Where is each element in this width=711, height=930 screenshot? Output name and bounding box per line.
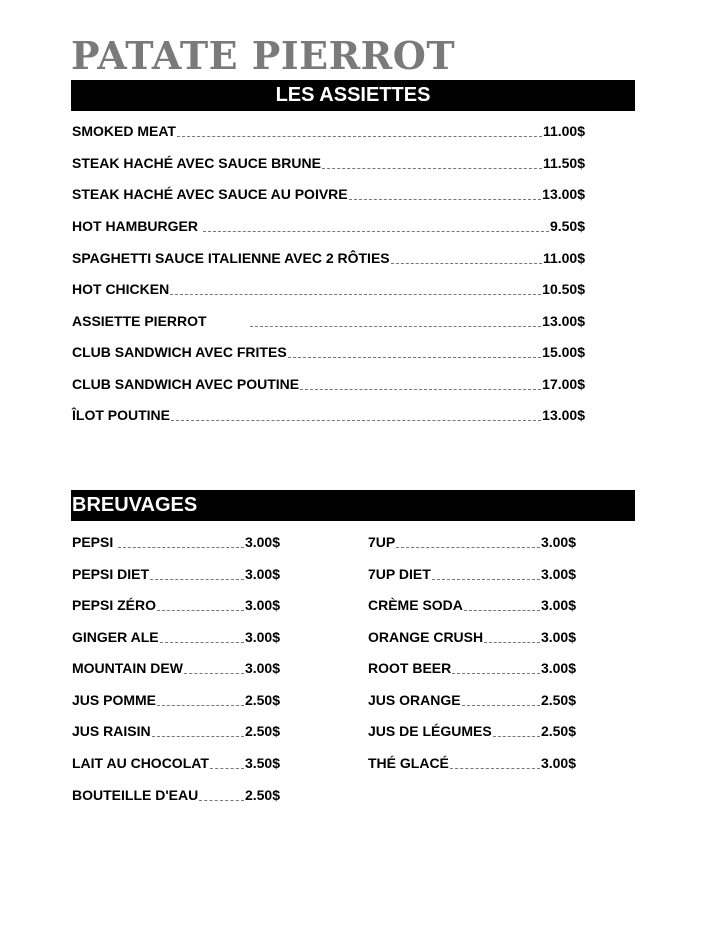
drink-price: 2.50$	[540, 692, 576, 708]
dotted-leader	[432, 579, 540, 580]
drink-item	[368, 595, 576, 615]
dotted-leader	[152, 736, 244, 737]
drink-price: 3.00$	[540, 755, 576, 771]
dotted-leader	[150, 579, 244, 580]
dotted-leader	[391, 263, 542, 264]
menu-item	[72, 153, 585, 173]
drink-price: 3.00$	[244, 597, 280, 613]
dotted-leader	[484, 642, 540, 643]
drink-name: JUS POMME	[72, 692, 157, 708]
menu-item	[72, 248, 585, 268]
drink-item	[72, 564, 280, 584]
menu-item	[72, 184, 585, 204]
menu-item-name: STEAK HACHÉ AVEC SAUCE BRUNE	[72, 155, 321, 171]
dotted-leader	[118, 547, 244, 548]
menu-item	[72, 216, 585, 236]
menu-item-price: 11.00$	[542, 123, 585, 139]
drink-name: PEPSI DIET	[72, 566, 150, 582]
menu-item-price: 15.00$	[542, 344, 585, 360]
menu-item-price: 9.50$	[549, 218, 585, 234]
menu-item	[72, 121, 585, 141]
menu-item	[72, 279, 585, 299]
dotted-leader	[160, 642, 244, 643]
drink-price: 2.50$	[244, 787, 280, 803]
menu-item-name: STEAK HACHÉ AVEC SAUCE AU POIVRE	[72, 186, 348, 202]
drink-item	[72, 690, 280, 710]
dotted-leader	[177, 136, 542, 137]
menu-item-price: 13.00$	[542, 407, 585, 423]
menu-item	[72, 374, 585, 394]
drink-item	[72, 658, 280, 678]
dotted-leader	[203, 231, 549, 232]
dotted-leader	[170, 294, 541, 295]
menu-item	[72, 405, 585, 425]
dotted-leader	[250, 326, 542, 327]
dotted-leader	[349, 199, 542, 200]
drink-price: 2.50$	[244, 692, 280, 708]
drink-item	[72, 595, 280, 615]
menu-item-price: 13.00$	[542, 186, 585, 202]
dotted-leader	[157, 705, 244, 706]
menu-item-price: 13.00$	[542, 313, 585, 329]
drink-price: 3.00$	[540, 629, 576, 645]
dotted-leader	[464, 610, 540, 611]
page-title: PATATE PIERROT	[71, 33, 456, 78]
dotted-leader	[462, 705, 540, 706]
drink-name: JUS ORANGE	[368, 692, 461, 708]
drink-item	[368, 753, 576, 773]
drink-price: 3.00$	[540, 566, 576, 582]
drink-name: PEPSI	[72, 534, 118, 550]
dotted-leader	[452, 673, 540, 674]
drink-price: 3.00$	[244, 566, 280, 582]
dotted-leader	[493, 736, 540, 737]
menu-item	[72, 311, 585, 331]
menu-item-name: ÎLOT POUTINE	[72, 407, 170, 423]
dotted-leader	[157, 610, 244, 611]
dotted-leader	[184, 673, 244, 674]
menu-item-name: ASSIETTE PIERROT	[72, 313, 207, 329]
drink-name: CRÈME SODA	[368, 597, 463, 613]
dotted-leader	[300, 389, 541, 390]
drink-item	[72, 532, 280, 552]
menu-item-name: CLUB SANDWICH AVEC FRITES	[72, 344, 287, 360]
menu-item-price: 17.00$	[542, 376, 585, 392]
drink-item	[368, 532, 576, 552]
drink-price: 3.00$	[540, 534, 576, 550]
drink-name: LAIT AU CHOCOLAT	[72, 755, 209, 771]
drink-item	[72, 627, 280, 647]
drink-price: 2.50$	[244, 723, 280, 739]
drink-name: 7UP	[368, 534, 396, 550]
drink-item	[72, 785, 280, 805]
drink-name: ROOT BEER	[368, 660, 452, 676]
dotted-leader	[171, 420, 541, 421]
drink-name: ORANGE CRUSH	[368, 629, 484, 645]
drink-name: BOUTEILLE D'EAU	[72, 787, 199, 803]
drink-price: 3.00$	[540, 660, 576, 676]
dotted-leader	[210, 768, 244, 769]
drink-item	[368, 690, 576, 710]
dotted-leader	[199, 800, 244, 801]
dotted-leader	[322, 168, 542, 169]
drink-name: THÉ GLACÉ	[368, 755, 449, 771]
drink-item	[368, 721, 576, 741]
drink-price: 3.00$	[540, 597, 576, 613]
menu-item-price: 11.00$	[542, 250, 585, 266]
menu-item-name: CLUB SANDWICH AVEC POUTINE	[72, 376, 300, 392]
dotted-leader	[288, 357, 542, 358]
menu-item-name: HOT CHICKEN	[72, 281, 170, 297]
menu-item-price: 11.50$	[542, 155, 585, 171]
section-header-breuvages: BREUVAGES	[71, 490, 635, 521]
drink-item	[368, 627, 576, 647]
drink-price: 3.00$	[244, 629, 280, 645]
drink-name: MOUNTAIN DEW	[72, 660, 183, 676]
menu-item	[72, 342, 585, 362]
drink-item	[72, 721, 280, 741]
menu-item-name: SMOKED MEAT	[72, 123, 176, 139]
menu-item-name: HOT HAMBURGER	[72, 218, 202, 234]
dotted-leader	[450, 768, 540, 769]
menu-item-name: SPAGHETTI SAUCE ITALIENNE AVEC 2 RÔTIES	[72, 250, 390, 266]
drink-price: 2.50$	[540, 723, 576, 739]
drink-name: PEPSI ZÉRO	[72, 597, 157, 613]
drink-item	[368, 564, 576, 584]
drink-item	[368, 658, 576, 678]
drink-name: JUS RAISIN	[72, 723, 151, 739]
drink-name: GINGER ALE	[72, 629, 159, 645]
section-header-assiettes: LES ASSIETTES	[71, 80, 635, 111]
drink-name: JUS DE LÉGUMES	[368, 723, 492, 739]
drink-name: 7UP DIET	[368, 566, 431, 582]
drink-item	[72, 753, 280, 773]
menu-item-price: 10.50$	[542, 281, 585, 297]
drink-price: 3.50$	[244, 755, 280, 771]
drink-price: 3.00$	[244, 534, 280, 550]
dotted-leader	[396, 547, 540, 548]
drink-price: 3.00$	[244, 660, 280, 676]
